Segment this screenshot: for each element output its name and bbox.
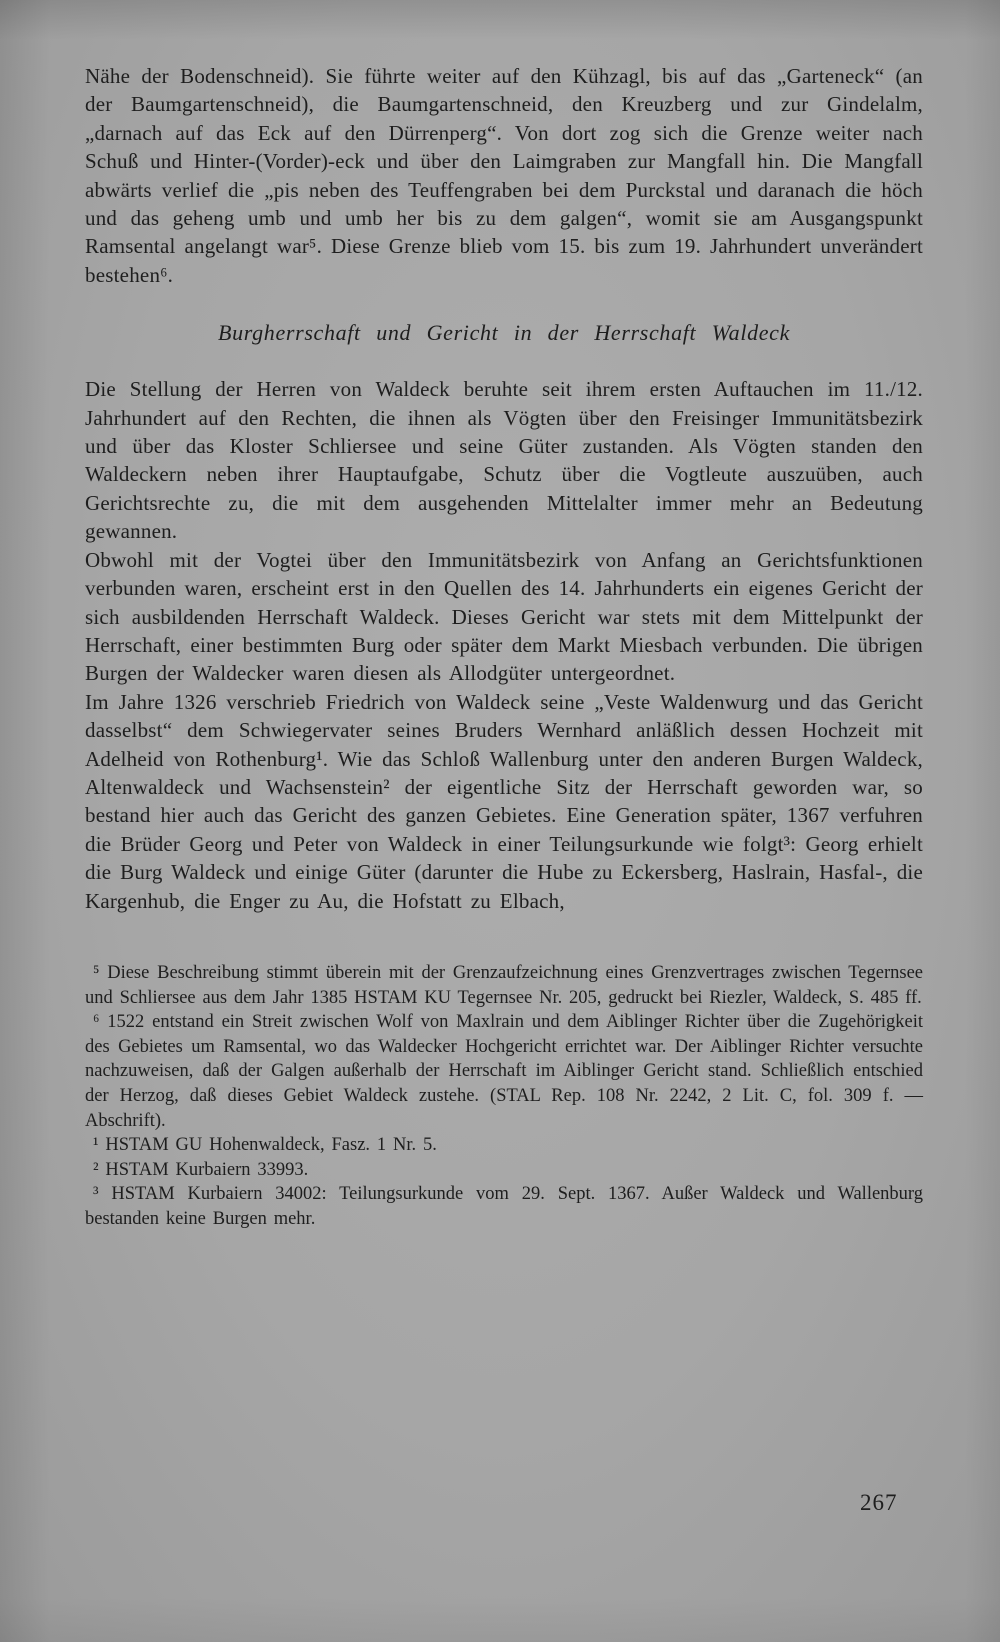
body-paragraph-vogtei-gericht: Obwohl mit der Vogtei über den Immunitätsbezirk von Anfang an Gerichtsfunktionen verbunden waren, erscheint erst in den Quellen des 14. Jahrhunderts ein eigenes Gericht der sich ausbildenden Herrschaft Waldeck. Dieses Gericht war stets mit dem Mittelpunkt der Herrschaft, einer bestimmten Burg oder später dem Markt Miesbach verbunden. Die übrigen Burgen der Waldecker waren diesen als Allodgüter untergeordnet. <box>85 547 923 686</box>
section-heading: Burgherrschaft und Gericht in der Herrschaft Waldeck <box>217 320 791 346</box>
footnote-6: ⁶ 1522 entstand ein Streit zwischen Wolf von Maxlrain und dem Aiblinger Richter über die Zugehörigkeit des Gebietes um Ramsental, wo das Waldecker Hochgericht errichtet war. Der Aiblinger Richter versuchte nachzuweisen, daß der Galgen außerhalb der Herrschaft im Aiblinger Gericht stand. Schließlich entschied der Herzog, daß dieses Gebiet Waldeck zustehe. (STAL Rep. 108 Nr. 2242, 2 Lit. C, fol. 309 f. — Abschrift). <box>85 1012 923 1131</box>
body-paragraph-jahr-1326: Im Jahre 1326 verschrieb Friedrich von Waldeck seine „Veste Waldenwurg und das Gericht dasselbst“ dem Schwiegervater seines Bruders Wernhard anläßlich dessen Hochzeit mit Adelheid von Rothenburg¹. Wie das Schloß Wallenburg unter den anderen Burgen Waldeck, Altenwaldeck und Wachsenstein² der eigentliche Sitz der Herrschaft geworden war, so bestand hier auch das Gericht des ganzen Gebietes. Eine Generation später, 1367 verfuhren die Brüder Georg und Peter von Waldeck in einer Teilungsurkunde wie folgt³: Georg erhielt die Burg Waldeck und einige Güter (darunter die Hube zu Eckersberg, Haslrain, Hasfal-, die Kargenhub, die Enger zu Au, die Hofstatt zu Elbach, <box>85 689 923 913</box>
text-block <box>85 62 923 1232</box>
footnote-5: ⁵ Diese Beschreibung stimmt überein mit der Grenzaufzeichnung eines Grenzvertrages zwischen Tegernsee und Schliersee aus dem Jahr 1385 HSTAM KU Tegernsee Nr. 205, gedruckt bei Riezler, Waldeck, S. 485 ff. <box>85 962 923 1008</box>
page-number: 267 <box>860 1490 898 1515</box>
footnote-2: ² HSTAM Kurbaiern 33993. <box>93 1159 309 1180</box>
footnotes-section <box>85 961 923 1232</box>
footnote-1: ¹ HSTAM GU Hohenwaldeck, Fasz. 1 Nr. 5. <box>93 1135 437 1156</box>
footnote-3: ³ HSTAM Kurbaiern 34002: Teilungsurkunde vom 29. Sept. 1367. Außer Waldeck und Wallenburg bestanden keine Burgen mehr. <box>85 1184 923 1229</box>
body-paragraph-boundary-description: Nähe der Bodenschneid). Sie führte weiter auf den Kühzagl, bis auf das „Garteneck“ (an der Baumgartenschneid), die Baumgartenschneid, den Kreuzberg und zur Gindelalm, „darnach auf das Eck auf den Dürrenperg“. Von dort zog sich die Grenze weiter nach Schuß und Hinter-(Vorder)-eck und über den Laimgraben zur Mangfall hin. Die Mangfall abwärts verlief die „pis neben des Teuffengraben bei dem Purckstal und daranach die höch und das geheng umb und umb her bis zu dem galgen“, womit sie am Ausgangspunkt Ramsental angelangt war⁵. Diese Grenze blieb vom 15. bis zum 19. Jahrhundert unverändert bestehen⁶. <box>85 64 923 287</box>
body-paragraph-stellung-der-herren: Die Stellung der Herren von Waldeck beruhte seit ihrem ersten Auftauchen im 11./12. Jahrhundert auf den Rechten, die ihnen als Vögten über den Freisinger Immunitätsbezirk und über das Kloster Schliersee und seine Güter zustanden. Als Vögten standen den Waldeckern neben ihrer Hauptaufgabe, Schutz über die Vogtleute auszuüben, auch Gerichtsrechte zu, die mit dem ausgehenden Mittelalter immer mehr an Bedeutung gewannen. <box>85 377 923 544</box>
